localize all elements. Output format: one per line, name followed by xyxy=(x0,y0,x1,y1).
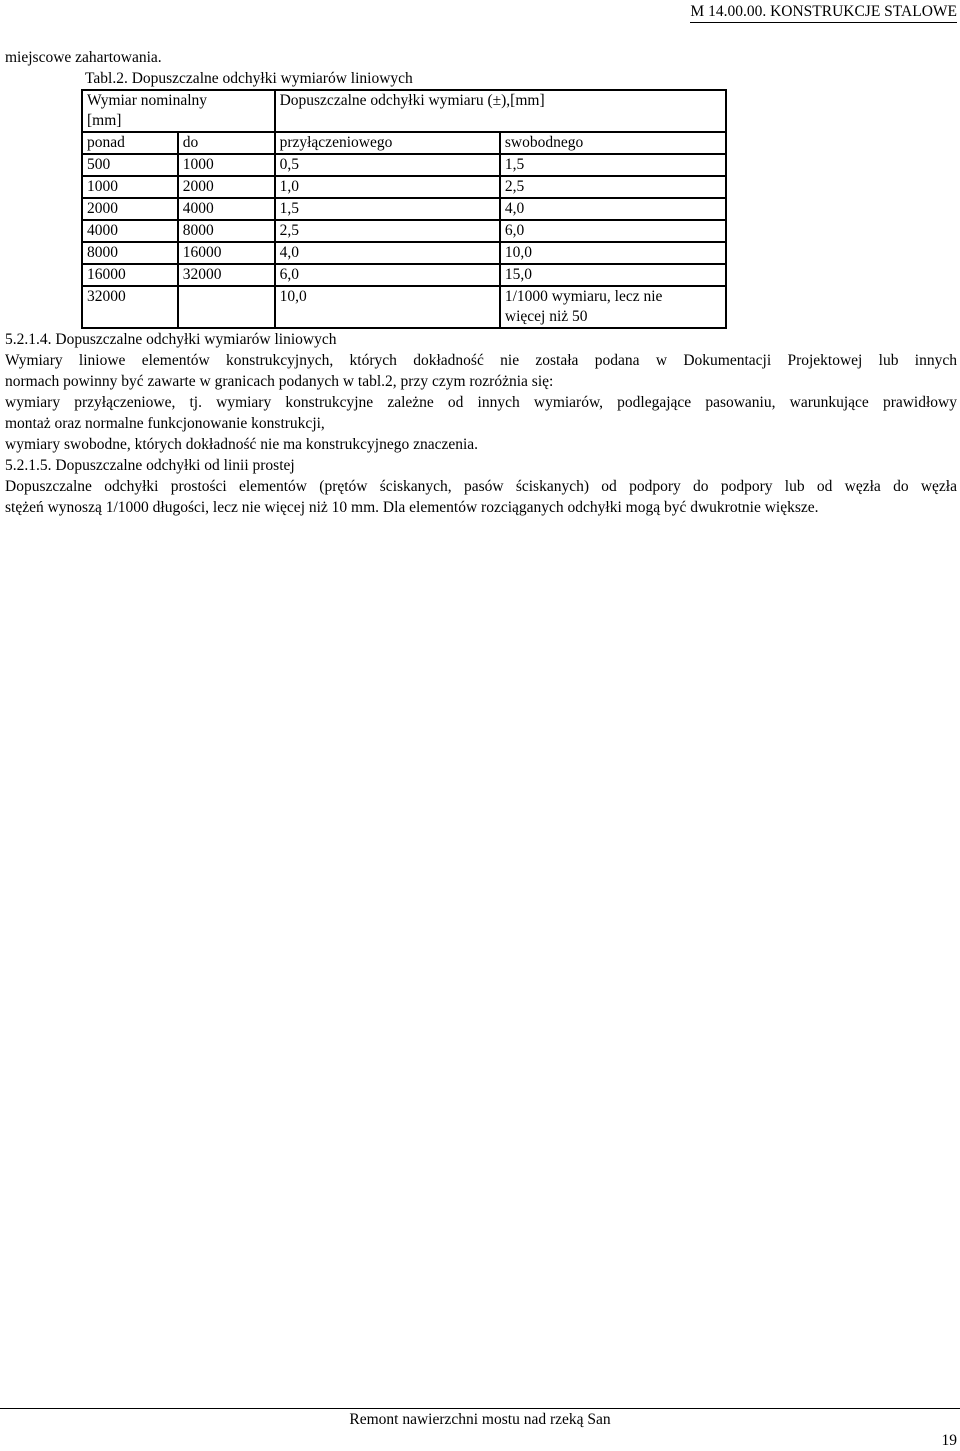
cell-free: 2,5 xyxy=(500,176,726,198)
cell-free: 1,5 xyxy=(500,154,726,176)
cell-connection: 2,5 xyxy=(275,220,500,242)
footer-title: Remont nawierzchni mostu nad rzeką San xyxy=(349,1411,611,1428)
intro-line: miejscowe zahartowania. xyxy=(5,49,162,66)
header-free: swobodnego xyxy=(500,132,726,154)
cell-to: 32000 xyxy=(178,264,275,286)
cell-above: 1000 xyxy=(82,176,178,198)
cell-connection: 1,5 xyxy=(275,198,500,220)
cell-to: 4000 xyxy=(178,198,275,220)
cell-free: 10,0 xyxy=(500,242,726,264)
header-title: M 14.00.00. KONSTRUKCJE STALOWE xyxy=(690,3,957,20)
table-row xyxy=(82,220,726,242)
table-header-row xyxy=(82,90,726,132)
list-item: wymiary przyłączeniowe, tj. wymiary konstrukcyjne zależne od innych wymiarów, podlegające pasowaniu, warunkujące prawidłowy xyxy=(5,394,957,411)
cell-to xyxy=(178,286,275,328)
cell-to: 8000 xyxy=(178,220,275,242)
paragraph-line: Dopuszczalne odchyłki prostości elementów (prętów ściskanych, pasów ściskanych) od podpory do podpory lub od węzła do węzła xyxy=(5,478,957,495)
cell-free: 4,0 xyxy=(500,198,726,220)
table-row xyxy=(82,286,726,328)
cell-connection: 6,0 xyxy=(275,264,500,286)
cell-above: 2000 xyxy=(82,198,178,220)
section-heading-5-2-1-4: 5.2.1.4. Dopuszczalne odchyłki wymiarów liniowych xyxy=(5,331,337,348)
paragraph-line: stężeń wynoszą 1/1000 długości, lecz nie więcej niż 10 mm. Dla elementów rozciąganych odchyłki mogą być dwukrotnie większe. xyxy=(5,499,819,516)
cell-above: 500 xyxy=(82,154,178,176)
page-number: 19 xyxy=(941,1432,957,1449)
table-subheader-row xyxy=(82,132,726,154)
paragraph-line: normach powinny być zawarte w granicach podanych w tabl.2, przy czym rozróżnia się: xyxy=(5,373,554,390)
table-row xyxy=(82,264,726,286)
cell-free: 6,0 xyxy=(500,220,726,242)
header-nominal: Wymiar nominalny [mm] xyxy=(82,90,275,132)
cell-connection: 0,5 xyxy=(275,154,500,176)
page-content xyxy=(5,47,957,518)
cell-above: 8000 xyxy=(82,242,178,264)
table-row xyxy=(82,242,726,264)
paragraph-line: Wymiary liniowe elementów konstrukcyjnych, których dokładność nie została podana w Dokumentacji Projektowej lub innych xyxy=(5,352,957,369)
cell-to: 2000 xyxy=(178,176,275,198)
document-header xyxy=(690,2,957,23)
cell-to: 1000 xyxy=(178,154,275,176)
cell-above: 4000 xyxy=(82,220,178,242)
cell-above: 16000 xyxy=(82,264,178,286)
cell-to: 16000 xyxy=(178,242,275,264)
table-caption: Tabl.2. Dopuszczalne odchyłki wymiarów liniowych xyxy=(85,70,413,87)
cell-connection: 4,0 xyxy=(275,242,500,264)
table-row xyxy=(82,154,726,176)
table-row xyxy=(82,176,726,198)
cell-connection: 1,0 xyxy=(275,176,500,198)
header-to: do xyxy=(178,132,275,154)
header-above: ponad xyxy=(82,132,178,154)
list-item: wymiary swobodne, których dokładność nie ma konstrukcyjnego znaczenia. xyxy=(5,436,479,453)
list-item-continuation: montaż oraz normalne funkcjonowanie konstrukcji, xyxy=(5,415,325,432)
cell-free: 1/1000 wymiaru, lecz nie więcej niż 50 xyxy=(500,286,726,328)
header-connection: przyłączeniowego xyxy=(275,132,500,154)
tolerance-table xyxy=(81,89,727,329)
header-tolerance: Dopuszczalne odchyłki wymiaru (±),[mm] xyxy=(275,90,726,132)
cell-free: 15,0 xyxy=(500,264,726,286)
section-heading-5-2-1-5: 5.2.1.5. Dopuszczalne odchyłki od linii prostej xyxy=(5,457,295,474)
cell-connection: 10,0 xyxy=(275,286,500,328)
cell-above: 32000 xyxy=(82,286,178,328)
table-row xyxy=(82,198,726,220)
